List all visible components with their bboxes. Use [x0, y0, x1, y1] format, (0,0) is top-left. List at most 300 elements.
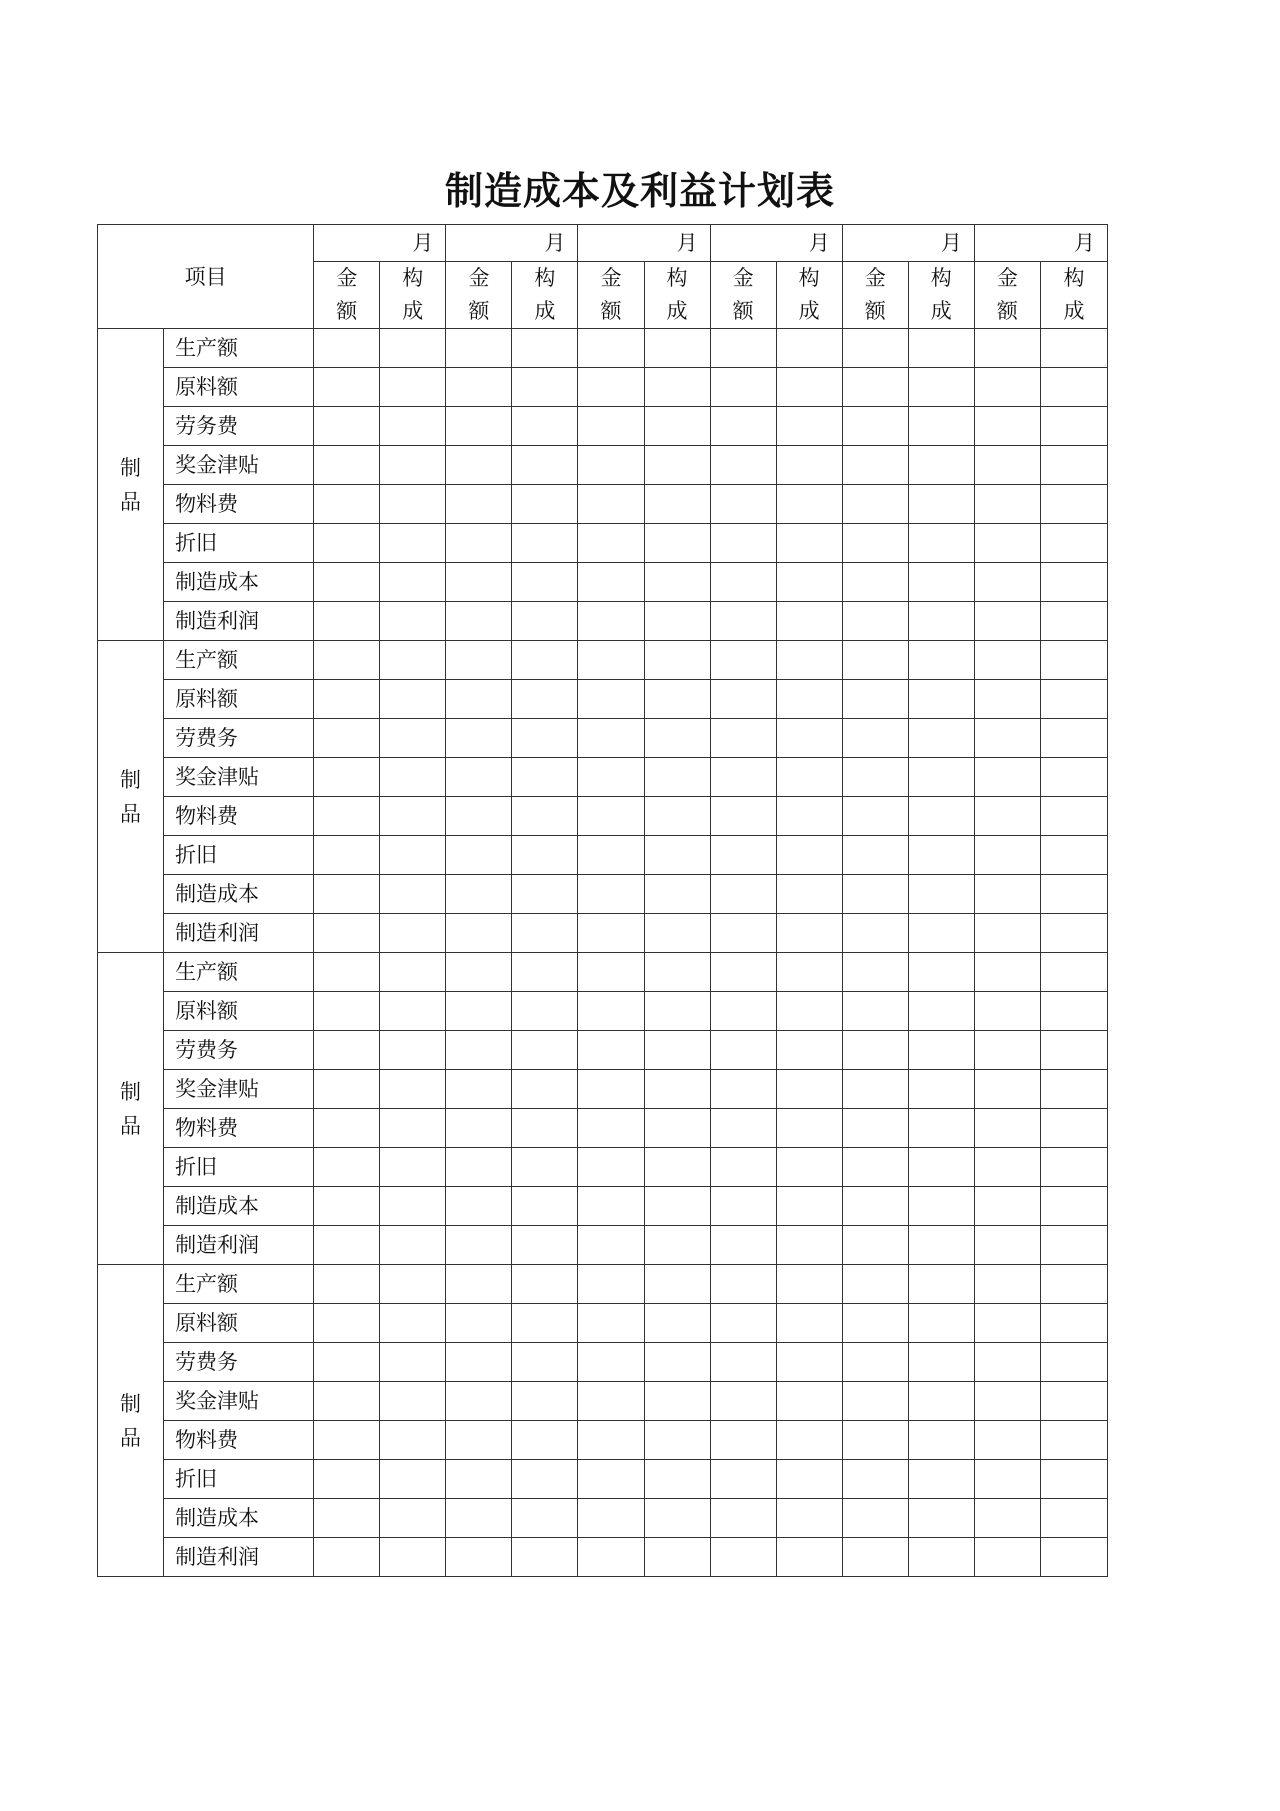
data-cell[interactable]: [578, 1304, 644, 1343]
data-cell[interactable]: [1040, 992, 1107, 1031]
data-cell[interactable]: [1040, 563, 1107, 602]
data-cell[interactable]: [776, 1070, 842, 1109]
data-cell[interactable]: [314, 1538, 380, 1577]
data-cell[interactable]: [578, 524, 644, 563]
data-cell[interactable]: [644, 1226, 710, 1265]
data-cell[interactable]: [578, 758, 644, 797]
data-cell[interactable]: [644, 1304, 710, 1343]
data-cell[interactable]: [314, 1226, 380, 1265]
data-cell[interactable]: [446, 797, 512, 836]
data-cell[interactable]: [1040, 875, 1107, 914]
data-cell[interactable]: [446, 485, 512, 524]
data-cell[interactable]: [446, 875, 512, 914]
data-cell[interactable]: [710, 1148, 776, 1187]
data-cell[interactable]: [578, 836, 644, 875]
data-cell[interactable]: [446, 1460, 512, 1499]
data-cell[interactable]: [380, 1031, 446, 1070]
data-cell[interactable]: [446, 641, 512, 680]
data-cell[interactable]: [644, 329, 710, 368]
data-cell[interactable]: [974, 1460, 1040, 1499]
data-cell[interactable]: [380, 875, 446, 914]
data-cell[interactable]: [842, 329, 908, 368]
data-cell[interactable]: [908, 719, 974, 758]
data-cell[interactable]: [842, 1070, 908, 1109]
data-cell[interactable]: [446, 1148, 512, 1187]
data-cell[interactable]: [842, 1499, 908, 1538]
data-cell[interactable]: [578, 1265, 644, 1304]
data-cell[interactable]: [776, 1421, 842, 1460]
data-cell[interactable]: [578, 1499, 644, 1538]
data-cell[interactable]: [578, 329, 644, 368]
data-cell[interactable]: [446, 329, 512, 368]
data-cell[interactable]: [380, 1265, 446, 1304]
data-cell[interactable]: [446, 1265, 512, 1304]
data-cell[interactable]: [314, 1070, 380, 1109]
data-cell[interactable]: [380, 1343, 446, 1382]
data-cell[interactable]: [380, 953, 446, 992]
data-cell[interactable]: [314, 914, 380, 953]
data-cell[interactable]: [446, 719, 512, 758]
data-cell[interactable]: [908, 485, 974, 524]
data-cell[interactable]: [446, 1070, 512, 1109]
data-cell[interactable]: [776, 992, 842, 1031]
data-cell[interactable]: [578, 641, 644, 680]
data-cell[interactable]: [776, 329, 842, 368]
data-cell[interactable]: [974, 446, 1040, 485]
data-cell[interactable]: [314, 485, 380, 524]
data-cell[interactable]: [842, 1343, 908, 1382]
data-cell[interactable]: [314, 836, 380, 875]
data-cell[interactable]: [512, 1304, 578, 1343]
data-cell[interactable]: [710, 875, 776, 914]
data-cell[interactable]: [578, 1148, 644, 1187]
data-cell[interactable]: [908, 1187, 974, 1226]
data-cell[interactable]: [710, 680, 776, 719]
data-cell[interactable]: [380, 992, 446, 1031]
data-cell[interactable]: [512, 719, 578, 758]
data-cell[interactable]: [380, 1538, 446, 1577]
data-cell[interactable]: [776, 719, 842, 758]
data-cell[interactable]: [1040, 719, 1107, 758]
data-cell[interactable]: [974, 368, 1040, 407]
data-cell[interactable]: [512, 875, 578, 914]
data-cell[interactable]: [710, 602, 776, 641]
data-cell[interactable]: [578, 446, 644, 485]
data-cell[interactable]: [974, 563, 1040, 602]
data-cell[interactable]: [842, 1031, 908, 1070]
data-cell[interactable]: [314, 1265, 380, 1304]
data-cell[interactable]: [380, 797, 446, 836]
data-cell[interactable]: [776, 797, 842, 836]
data-cell[interactable]: [776, 1148, 842, 1187]
data-cell[interactable]: [512, 407, 578, 446]
data-cell[interactable]: [1040, 329, 1107, 368]
data-cell[interactable]: [1040, 797, 1107, 836]
data-cell[interactable]: [578, 407, 644, 446]
data-cell[interactable]: [446, 1382, 512, 1421]
data-cell[interactable]: [314, 1343, 380, 1382]
data-cell[interactable]: [578, 797, 644, 836]
data-cell[interactable]: [710, 485, 776, 524]
data-cell[interactable]: [644, 836, 710, 875]
data-cell[interactable]: [776, 368, 842, 407]
data-cell[interactable]: [908, 1109, 974, 1148]
data-cell[interactable]: [842, 1226, 908, 1265]
data-cell[interactable]: [578, 1070, 644, 1109]
data-cell[interactable]: [1040, 485, 1107, 524]
data-cell[interactable]: [446, 758, 512, 797]
data-cell[interactable]: [644, 797, 710, 836]
data-cell[interactable]: [644, 1109, 710, 1148]
data-cell[interactable]: [578, 719, 644, 758]
data-cell[interactable]: [1040, 446, 1107, 485]
data-cell[interactable]: [512, 1187, 578, 1226]
data-cell[interactable]: [1040, 368, 1107, 407]
data-cell[interactable]: [644, 1382, 710, 1421]
data-cell[interactable]: [974, 602, 1040, 641]
data-cell[interactable]: [842, 992, 908, 1031]
data-cell[interactable]: [776, 407, 842, 446]
data-cell[interactable]: [380, 563, 446, 602]
data-cell[interactable]: [512, 1499, 578, 1538]
data-cell[interactable]: [710, 1070, 776, 1109]
data-cell[interactable]: [974, 875, 1040, 914]
data-cell[interactable]: [380, 1070, 446, 1109]
data-cell[interactable]: [512, 485, 578, 524]
data-cell[interactable]: [842, 563, 908, 602]
data-cell[interactable]: [446, 1187, 512, 1226]
data-cell[interactable]: [446, 1421, 512, 1460]
data-cell[interactable]: [776, 485, 842, 524]
data-cell[interactable]: [908, 524, 974, 563]
data-cell[interactable]: [512, 602, 578, 641]
data-cell[interactable]: [314, 1382, 380, 1421]
data-cell[interactable]: [314, 446, 380, 485]
data-cell[interactable]: [512, 329, 578, 368]
data-cell[interactable]: [842, 485, 908, 524]
data-cell[interactable]: [710, 797, 776, 836]
data-cell[interactable]: [710, 1265, 776, 1304]
data-cell[interactable]: [1040, 524, 1107, 563]
data-cell[interactable]: [644, 485, 710, 524]
data-cell[interactable]: [380, 719, 446, 758]
data-cell[interactable]: [710, 524, 776, 563]
data-cell[interactable]: [908, 992, 974, 1031]
data-cell[interactable]: [446, 368, 512, 407]
data-cell[interactable]: [1040, 836, 1107, 875]
data-cell[interactable]: [314, 368, 380, 407]
data-cell[interactable]: [1040, 407, 1107, 446]
data-cell[interactable]: [644, 1538, 710, 1577]
data-cell[interactable]: [974, 1265, 1040, 1304]
data-cell[interactable]: [380, 602, 446, 641]
data-cell[interactable]: [908, 446, 974, 485]
data-cell[interactable]: [512, 680, 578, 719]
data-cell[interactable]: [710, 1304, 776, 1343]
data-cell[interactable]: [1040, 914, 1107, 953]
data-cell[interactable]: [776, 914, 842, 953]
data-cell[interactable]: [644, 953, 710, 992]
data-cell[interactable]: [446, 563, 512, 602]
data-cell[interactable]: [974, 1070, 1040, 1109]
data-cell[interactable]: [380, 1499, 446, 1538]
data-cell[interactable]: [1040, 1031, 1107, 1070]
data-cell[interactable]: [314, 1031, 380, 1070]
data-cell[interactable]: [446, 953, 512, 992]
data-cell[interactable]: [512, 368, 578, 407]
data-cell[interactable]: [908, 953, 974, 992]
data-cell[interactable]: [776, 875, 842, 914]
data-cell[interactable]: [380, 1460, 446, 1499]
data-cell[interactable]: [578, 953, 644, 992]
data-cell[interactable]: [512, 797, 578, 836]
data-cell[interactable]: [512, 1148, 578, 1187]
data-cell[interactable]: [512, 1226, 578, 1265]
data-cell[interactable]: [380, 1421, 446, 1460]
data-cell[interactable]: [644, 641, 710, 680]
data-cell[interactable]: [314, 1460, 380, 1499]
data-cell[interactable]: [578, 992, 644, 1031]
data-cell[interactable]: [644, 680, 710, 719]
data-cell[interactable]: [974, 524, 1040, 563]
data-cell[interactable]: [908, 1382, 974, 1421]
data-cell[interactable]: [578, 914, 644, 953]
data-cell[interactable]: [710, 1382, 776, 1421]
data-cell[interactable]: [380, 524, 446, 563]
data-cell[interactable]: [314, 875, 380, 914]
data-cell[interactable]: [842, 1460, 908, 1499]
data-cell[interactable]: [380, 836, 446, 875]
data-cell[interactable]: [776, 680, 842, 719]
data-cell[interactable]: [644, 758, 710, 797]
data-cell[interactable]: [380, 407, 446, 446]
data-cell[interactable]: [644, 407, 710, 446]
data-cell[interactable]: [380, 1382, 446, 1421]
data-cell[interactable]: [380, 446, 446, 485]
data-cell[interactable]: [1040, 641, 1107, 680]
data-cell[interactable]: [974, 1499, 1040, 1538]
data-cell[interactable]: [578, 1031, 644, 1070]
data-cell[interactable]: [1040, 1460, 1107, 1499]
data-cell[interactable]: [710, 1187, 776, 1226]
data-cell[interactable]: [578, 1187, 644, 1226]
data-cell[interactable]: [974, 719, 1040, 758]
data-cell[interactable]: [314, 1187, 380, 1226]
data-cell[interactable]: [380, 329, 446, 368]
data-cell[interactable]: [842, 914, 908, 953]
data-cell[interactable]: [842, 836, 908, 875]
data-cell[interactable]: [578, 1226, 644, 1265]
data-cell[interactable]: [314, 602, 380, 641]
data-cell[interactable]: [776, 758, 842, 797]
data-cell[interactable]: [710, 368, 776, 407]
data-cell[interactable]: [512, 836, 578, 875]
data-cell[interactable]: [710, 719, 776, 758]
data-cell[interactable]: [776, 953, 842, 992]
data-cell[interactable]: [710, 563, 776, 602]
data-cell[interactable]: [1040, 1499, 1107, 1538]
data-cell[interactable]: [974, 1109, 1040, 1148]
data-cell[interactable]: [644, 1343, 710, 1382]
data-cell[interactable]: [380, 1187, 446, 1226]
data-cell[interactable]: [380, 485, 446, 524]
data-cell[interactable]: [314, 1421, 380, 1460]
data-cell[interactable]: [644, 914, 710, 953]
data-cell[interactable]: [842, 1148, 908, 1187]
data-cell[interactable]: [1040, 1343, 1107, 1382]
data-cell[interactable]: [578, 1538, 644, 1577]
data-cell[interactable]: [908, 1148, 974, 1187]
data-cell[interactable]: [380, 1148, 446, 1187]
data-cell[interactable]: [842, 407, 908, 446]
data-cell[interactable]: [512, 524, 578, 563]
data-cell[interactable]: [908, 368, 974, 407]
data-cell[interactable]: [974, 914, 1040, 953]
data-cell[interactable]: [512, 914, 578, 953]
data-cell[interactable]: [776, 1538, 842, 1577]
data-cell[interactable]: [974, 758, 1040, 797]
data-cell[interactable]: [776, 563, 842, 602]
data-cell[interactable]: [842, 875, 908, 914]
data-cell[interactable]: [974, 407, 1040, 446]
data-cell[interactable]: [974, 680, 1040, 719]
data-cell[interactable]: [512, 1031, 578, 1070]
data-cell[interactable]: [314, 680, 380, 719]
data-cell[interactable]: [446, 836, 512, 875]
data-cell[interactable]: [644, 368, 710, 407]
data-cell[interactable]: [908, 680, 974, 719]
data-cell[interactable]: [446, 680, 512, 719]
data-cell[interactable]: [776, 1343, 842, 1382]
data-cell[interactable]: [380, 1226, 446, 1265]
data-cell[interactable]: [578, 1382, 644, 1421]
data-cell[interactable]: [1040, 1226, 1107, 1265]
data-cell[interactable]: [710, 914, 776, 953]
data-cell[interactable]: [908, 1031, 974, 1070]
data-cell[interactable]: [512, 1265, 578, 1304]
data-cell[interactable]: [314, 1499, 380, 1538]
data-cell[interactable]: [776, 641, 842, 680]
data-cell[interactable]: [512, 641, 578, 680]
data-cell[interactable]: [446, 602, 512, 641]
data-cell[interactable]: [842, 680, 908, 719]
data-cell[interactable]: [776, 1304, 842, 1343]
data-cell[interactable]: [314, 641, 380, 680]
data-cell[interactable]: [446, 1343, 512, 1382]
data-cell[interactable]: [644, 524, 710, 563]
data-cell[interactable]: [710, 446, 776, 485]
data-cell[interactable]: [380, 1109, 446, 1148]
data-cell[interactable]: [446, 1538, 512, 1577]
data-cell[interactable]: [710, 1499, 776, 1538]
data-cell[interactable]: [578, 1343, 644, 1382]
data-cell[interactable]: [1040, 1070, 1107, 1109]
data-cell[interactable]: [908, 836, 974, 875]
data-cell[interactable]: [512, 953, 578, 992]
data-cell[interactable]: [842, 1382, 908, 1421]
data-cell[interactable]: [908, 1265, 974, 1304]
data-cell[interactable]: [842, 1109, 908, 1148]
data-cell[interactable]: [776, 1460, 842, 1499]
data-cell[interactable]: [908, 602, 974, 641]
data-cell[interactable]: [908, 329, 974, 368]
data-cell[interactable]: [1040, 680, 1107, 719]
data-cell[interactable]: [842, 797, 908, 836]
data-cell[interactable]: [842, 368, 908, 407]
data-cell[interactable]: [974, 1382, 1040, 1421]
data-cell[interactable]: [446, 992, 512, 1031]
data-cell[interactable]: [710, 329, 776, 368]
data-cell[interactable]: [380, 368, 446, 407]
data-cell[interactable]: [512, 1382, 578, 1421]
data-cell[interactable]: [842, 1265, 908, 1304]
data-cell[interactable]: [446, 1226, 512, 1265]
data-cell[interactable]: [314, 719, 380, 758]
data-cell[interactable]: [908, 1499, 974, 1538]
data-cell[interactable]: [644, 1460, 710, 1499]
data-cell[interactable]: [710, 1226, 776, 1265]
data-cell[interactable]: [710, 1421, 776, 1460]
data-cell[interactable]: [974, 329, 1040, 368]
data-cell[interactable]: [512, 1343, 578, 1382]
data-cell[interactable]: [1040, 1265, 1107, 1304]
data-cell[interactable]: [776, 524, 842, 563]
data-cell[interactable]: [644, 602, 710, 641]
data-cell[interactable]: [908, 1421, 974, 1460]
data-cell[interactable]: [314, 563, 380, 602]
data-cell[interactable]: [644, 446, 710, 485]
data-cell[interactable]: [446, 1304, 512, 1343]
data-cell[interactable]: [314, 407, 380, 446]
data-cell[interactable]: [512, 1460, 578, 1499]
data-cell[interactable]: [842, 1421, 908, 1460]
data-cell[interactable]: [908, 1304, 974, 1343]
data-cell[interactable]: [710, 1538, 776, 1577]
data-cell[interactable]: [776, 446, 842, 485]
data-cell[interactable]: [974, 953, 1040, 992]
data-cell[interactable]: [908, 641, 974, 680]
data-cell[interactable]: [644, 1499, 710, 1538]
data-cell[interactable]: [974, 1031, 1040, 1070]
data-cell[interactable]: [446, 524, 512, 563]
data-cell[interactable]: [512, 1109, 578, 1148]
data-cell[interactable]: [512, 1538, 578, 1577]
data-cell[interactable]: [644, 992, 710, 1031]
data-cell[interactable]: [446, 446, 512, 485]
data-cell[interactable]: [1040, 1382, 1107, 1421]
data-cell[interactable]: [1040, 1148, 1107, 1187]
data-cell[interactable]: [314, 1109, 380, 1148]
data-cell[interactable]: [644, 1187, 710, 1226]
data-cell[interactable]: [974, 1304, 1040, 1343]
data-cell[interactable]: [446, 1031, 512, 1070]
data-cell[interactable]: [644, 1421, 710, 1460]
data-cell[interactable]: [908, 1070, 974, 1109]
data-cell[interactable]: [842, 1187, 908, 1226]
data-cell[interactable]: [842, 719, 908, 758]
data-cell[interactable]: [842, 524, 908, 563]
data-cell[interactable]: [446, 407, 512, 446]
data-cell[interactable]: [776, 1031, 842, 1070]
data-cell[interactable]: [908, 1538, 974, 1577]
data-cell[interactable]: [710, 1109, 776, 1148]
data-cell[interactable]: [776, 1187, 842, 1226]
data-cell[interactable]: [644, 1031, 710, 1070]
data-cell[interactable]: [314, 758, 380, 797]
data-cell[interactable]: [776, 1382, 842, 1421]
data-cell[interactable]: [314, 992, 380, 1031]
data-cell[interactable]: [446, 1499, 512, 1538]
